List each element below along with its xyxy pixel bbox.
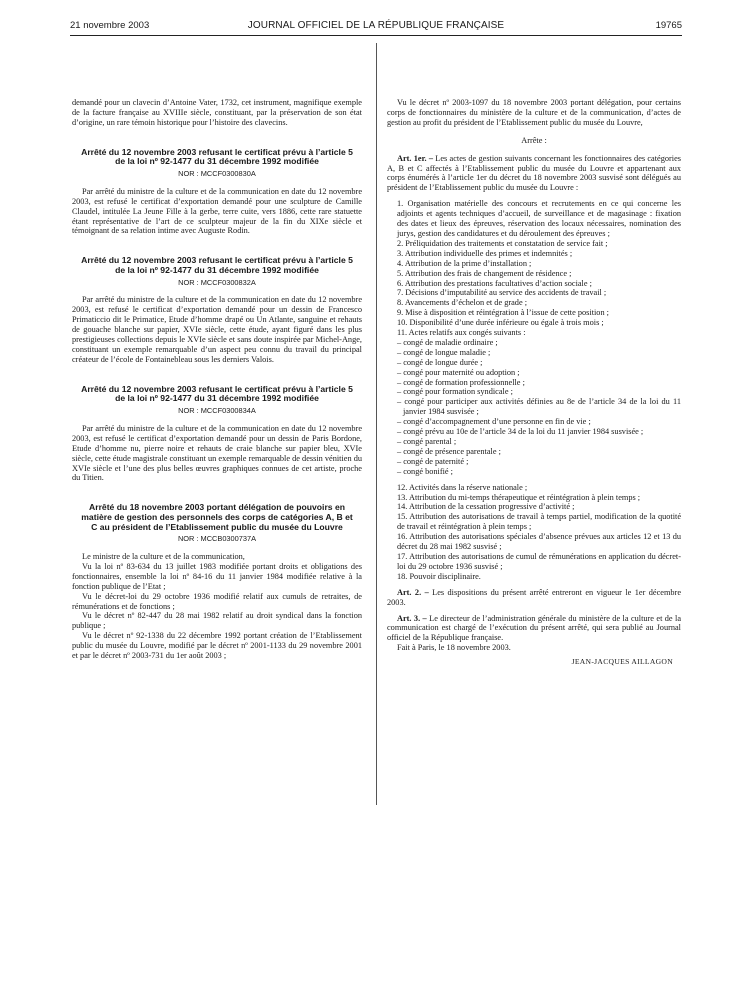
vu-decret-loi-1936: Vu le décret-loi du 29 octobre 1936 modifié relatif aux cumuls de retraites, de rémunérations et de fonctions ; [72, 591, 362, 611]
list-item: 1. Organisation matérielle des concours et recrutements en ce qui concerne les adjoints et agents techniques d’accueil, de surveillance et de magasinage : fixation des dates et lieux des épreuves, réservation des locaux nécessaires, nomination des jurys, gestion des candidatures et du déroulement des épreuves ; [397, 199, 681, 238]
arrete-2-nor: NOR : MCCF0300832A [178, 277, 256, 287]
conge-item: – congé de présence parentale ; [397, 446, 501, 456]
list-item: 15. Attribution des autorisations de travail à temps partiel, modification de la quotité de travail et réintégration à plein temps ; [397, 512, 681, 532]
article-1-label: Art. 1er. – [397, 153, 434, 163]
list-item: 17. Attribution des autorisations de cumul de rémunérations en application du décret-loi du 29 octobre 1936 susvisé ; [397, 551, 681, 571]
vu-decret-2003-1097: Vu le décret nº 2003-1097 du 18 novembre 2003 portant délégation, pour certains corps de fonctionnaires du ministère de la culture et de la communication, d’actes de gestion au profit du président de l’Etablissement public du musée du Louvre, [387, 98, 681, 127]
list-item: 18. Pouvoir disciplinaire. [397, 571, 481, 581]
article-1-text: Les actes de gestion suivants concernant les fonctionnaires des catégories A, B et C affectés à l’Etablissement public du musée du Louvre et appartenant aux corps énumérés à l’article 1er du décret du 18 novembre 2003 susvisé sont délégués au président de l’Etablissement public du musée du Louvre : [387, 153, 681, 193]
arrete-3-nor: NOR : MCCF0300834A [178, 405, 256, 415]
conge-item: – congé prévu au 10e de l’article 34 de la loi du 11 janvier 1984 susvisée ; [397, 427, 644, 437]
column-divider [376, 43, 377, 805]
arrete-heading: Arrête : [521, 135, 547, 145]
right-column [387, 98, 681, 667]
list-item: 7. Décisions d’imputabilité au service des accidents de travail ; [397, 288, 607, 298]
article-2 [387, 588, 681, 608]
arrete-1-nor: NOR : MCCF0300830A [178, 168, 256, 178]
conge-item: – congé parental ; [397, 437, 457, 446]
article-2-text: Les dispositions du présent arrêté entreront en vigueur le 1er décembre 2003. [387, 587, 682, 607]
list-item: 2. Préliquidation des traitements et constatation de service fait ; [397, 238, 608, 248]
list-item: 13. Attribution du mi-temps thérapeutique et réintégration à plein temps ; [397, 492, 641, 502]
conge-item: – congé de maladie ordinaire ; [397, 337, 498, 347]
arrete-1-title: Arrêté du 12 novembre 2003 refusant le certificat prévu à l’article 5 de la loi nº 92-1477 du 31 décembre 1992 modifiée [81, 146, 353, 167]
list-item: 12. Activités dans la réserve nationale ; [397, 482, 528, 492]
delegation-list [387, 199, 681, 581]
header-date: 21 novembre 2003 [70, 20, 150, 31]
list-item: 8. Avancements d’échelon et de grade ; [397, 298, 528, 308]
vu-decret-82-447: Vu le décret nº 82-447 du 28 mai 1982 relatif au droit syndical dans la fonction publique ; [72, 611, 362, 631]
arrete-2-body: Par arrêté du ministre de la culture et de la communication en date du 12 novembre 2003, est refusé le certificat d’exportation demandé pour un dessin de Francesco Primaticcio dit le Primatice, Etude d’homme drapé ou Un Atlante, sanguine et rehauts de gouache blanche sur papier, XVIe siècle, cette étude, ayant figuré dans les plus prestigieuses collections depuis le XVIe siècle et sans doute inspirée par Michel-Ange, constituant un exemple remarquable d’un aspect peu connu du travail du principal créateur de l’école de Fontainebleau sous les derniers Valois. [72, 295, 362, 364]
ministre-line: Le ministre de la culture et de la communication, [82, 552, 245, 561]
arrete-3-body: Par arrêté du ministre de la culture et de la communication en date du 12 novembre 2003, est refusé le certificat d’exportation demandé pour un dessin de Paris Bordone, Etude d’homme nu, pierre noire et rehauts de craie blanche sur papier bleu, XVIe siècle, cette étude magistrale constituant un exemple remarquable de dessin vénitien du XVIe siècle et l’une des plus belles œuvres graphiques connues de cet artiste, proche du Titien. [72, 423, 362, 483]
list-item: 11. Actes relatifs aux congés suivants : [397, 328, 526, 338]
arrete-1-body: Par arrêté du ministre de la culture et de la communication en date du 12 novembre 2003, est refusé le certificat d’exportation demandé pour une sculpture de Camille Claudel, intitulée La Jeune Fille à la gerbe, terre cuite, vers 1886, cette rare statuette étant représentative de l’art de ce sculpteur majeur de la fin du XIXe siècle et témoignant de sa relation intime avec Auguste Rodin. [72, 186, 362, 236]
conge-item: – congé pour participer aux activités définies au 8e de l’article 34 de la loi du 11 janvier 1984 susvisée ; [397, 397, 681, 417]
arrete-4-title: Arrêté du 18 novembre 2003 portant délégation de pouvoirs en matière de gestion des personnels des corps de catégories A, B et C au président de l’Etablissement public du musée du Louvre [81, 502, 353, 532]
fait-a-paris: Fait à Paris, le 18 novembre 2003. [397, 643, 511, 653]
header-rule [70, 35, 682, 36]
conge-item: – congé pour formation syndicale ; [397, 387, 513, 397]
list-item: 5. Attribution des frais de changement de résidence ; [397, 268, 572, 278]
conge-item: – congé pour maternité ou adoption ; [397, 367, 520, 377]
page-number: 19765 [655, 20, 682, 31]
conge-item: – congé de longue maladie ; [397, 347, 491, 357]
list-item: 3. Attribution individuelle des primes et indemnités ; [397, 248, 573, 258]
page-header [70, 20, 682, 36]
article-2-label: Art. 2. – [397, 587, 429, 597]
article-3-label: Art. 3. – [397, 613, 427, 623]
vu-decret-92-1338: Vu le décret nº 92-1338 du 22 décembre 1992 portant création de l’Etablissement public du musée du Louvre, modifié par le décret nº 2001-1133 du 29 novembre 2001 et par le décret nº 2003-731 du 1er août 2003 ; [72, 631, 362, 661]
signature: JEAN-JACQUES AILLAGON [571, 657, 673, 667]
intro-paragraph: demandé pour un clavecin d’Antoine Vater, 1732, cet instrument, magnifique exemple de la facture française au XVIIIe siècle, constituant, par la préservation de son état d’origine, un rare témoin historique pour l’histoire des clavecins. [72, 98, 362, 127]
list-item: 9. Mise à disposition et réintégration à l’issue de cette position ; [397, 308, 609, 318]
conge-item: – congé bonifié ; [397, 466, 453, 476]
list-item: 10. Disponibilité d’une durée inférieure ou égale à trois mois ; [397, 318, 604, 328]
conge-item: – congé de longue durée ; [397, 357, 483, 367]
article-3 [387, 614, 681, 644]
list-item: 6. Attribution des prestations facultatives d’action sociale ; [397, 278, 592, 288]
article-1 [387, 154, 681, 194]
vu-loi-83-634: Vu la loi nº 83-634 du 13 juillet 1983 modifiée portant droits et obligations des fonctionnaires, ensemble la loi nº 84-16 du 11 janvier 1984 modifiée relative à la fonction publique de l’Etat ; [72, 561, 362, 591]
list-item: 4. Attribution de la prime d’installation ; [397, 258, 532, 268]
article-3-text: Le directeur de l’administration générale du ministère de la culture et de la communication est chargé de l’exécution du présent arrêté, qui sera publié au Journal officiel de la République française. [387, 613, 682, 643]
left-column [72, 98, 362, 661]
journal-title: JOURNAL OFFICIEL DE LA RÉPUBLIQUE FRANÇAISE [247, 20, 505, 31]
conge-item: – congé de paternité ; [397, 456, 469, 466]
list-item: 16. Attribution des autorisations spéciales d’absence prévues aux articles 12 et 13 du décret du 28 mai 1982 susvisé ; [397, 532, 681, 552]
arrete-3-title: Arrêté du 12 novembre 2003 refusant le certificat prévu à l’article 5 de la loi nº 92-1477 du 31 décembre 1992 modifiée [81, 383, 353, 404]
arrete-4-nor: NOR : MCCB0300737A [177, 534, 257, 544]
list-item: 14. Attribution de la cessation progressive d’activité ; [397, 502, 575, 512]
arrete-2-title: Arrêté du 12 novembre 2003 refusant le certificat prévu à l’article 5 de la loi nº 92-1477 du 31 décembre 1992 modifiée [81, 255, 353, 275]
conge-item: – congé d’accompagnement d’une personne en fin de vie ; [397, 417, 591, 427]
conge-item: – congé de formation professionnelle ; [397, 377, 525, 387]
